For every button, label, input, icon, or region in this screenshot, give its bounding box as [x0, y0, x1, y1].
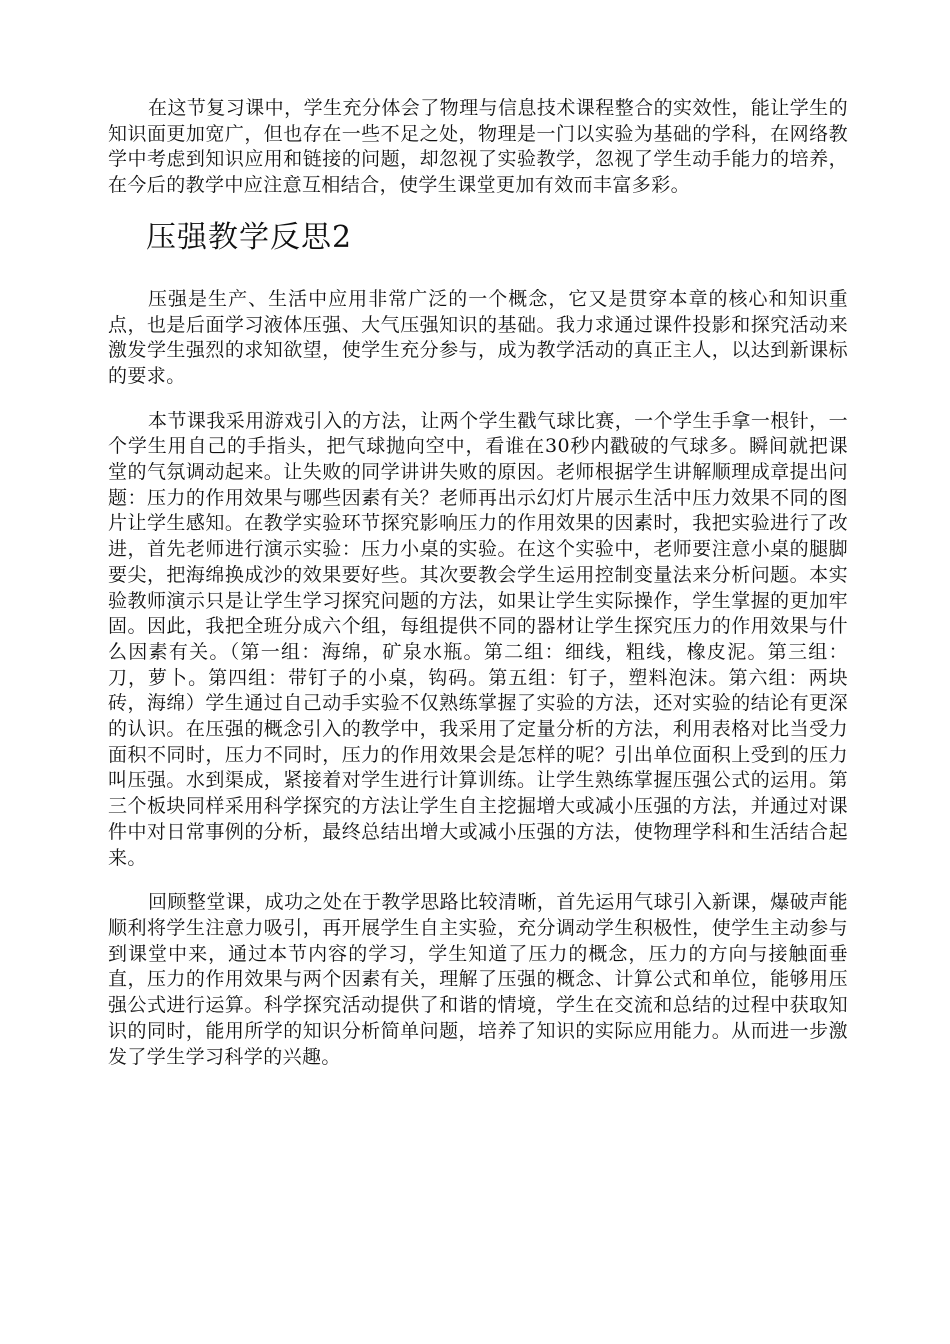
document-body	[108, 96, 848, 1089]
paragraph-1: 压强是生产、生活中应用非常广泛的一个概念，它又是贯穿本章的核心和知识重点，也是后面学习液体压强、大气压强知识的基础。我力求通过课件投影和探究活动来激发学生强烈的求知欲望，使学生充分参与，成为教学活动的真正主人，以达到新课标的要求。	[108, 287, 848, 387]
paragraph-2: 本节课我采用游戏引入的方法，让两个学生戳气球比赛，一个学生手拿一根针，一个学生用自己的手指头，把气球抛向空中，看谁在30秒内戳破的气球多。瞬间就把课堂的气氛调动起来。让失败的同学讲讲失败的原因。老师根据学生讲解顺理成章提出问题：压力的作用效果与哪些因素有关？老师再出示幻灯片展示生活中压力效果不同的图片让学生感知。在教学实验环节探究影响压力的作用效果的因素时，我把实验进行了改进，首先老师进行演示实验：压力小桌的实验。在这个实验中，老师要注意小桌的腿脚要尖，把海绵换成沙的效果要好些。其次要教会学生运用控制变量法来分析问题。本实验教师演示只是让学生学习探究问题的方法，如果让学生实际操作，学生掌握的更加牢固。因此，我把全班分成六个组，每组提供不同的器材让学生探究压力的作用效果与什么因素有关。（第一组：海绵，矿泉水瓶。第二组：细线，粗线，橡皮泥。第三组：刀，萝卜。第四组：带钉子的小桌，钩码。第五组：钉子，塑料泡沫。第六组：两块砖，海绵）学生通过自己动手实验不仅熟练掌握了实验的方法，还对实验的结论有更深的认识。在压强的概念引入的教学中，我采用了定量分析的方法，利用表格对比当受力面积不同时，压力不同时，压力的作用效果会是怎样的呢？引出单位面积上受到的压力叫压强。水到渠成，紧接着对学生进行计算训练。让学生熟练掌握压强公式的运用。第三个板块同样采用科学探究的方法让学生自主挖掘增大或减小压强的方法，并通过对课件中对日常事例的分析，最终总结出增大或减小压强的方法，使物理学科和生活结合起来。	[108, 409, 848, 869]
paragraph-3: 回顾整堂课，成功之处在于教学思路比较清晰，首先运用气球引入新课，爆破声能顺利将学生注意力吸引，再开展学生自主实验，充分调动学生积极性，使学生主动参与到课堂中来，通过本节内容的学习，学生知道了压力的概念，压力的方向与接触面垂直，压力的作用效果与两个因素有关，理解了压强的概念、计算公式和单位，能够用压强公式进行运算。科学探究活动提供了和谐的情境，学生在交流和总结的过程中获取知识的同时，能用所学的知识分析简单问题，培养了知识的实际应用能力。从而进一步激发了学生学习科学的兴趣。	[108, 891, 848, 1068]
intro-paragraph: 在这节复习课中，学生充分体会了物理与信息技术课程整合的实效性，能让学生的知识面更加宽广，但也存在一些不足之处，物理是一门以实验为基础的学科，在网络教学中考虑到知识应用和链接的问题，却忽视了实验教学，忽视了学生动手能力的培养，在今后的教学中应注意互相结合，使学生课堂更加有效而丰富多彩。	[108, 97, 848, 197]
section-title: 压强教学反思2	[146, 219, 353, 255]
